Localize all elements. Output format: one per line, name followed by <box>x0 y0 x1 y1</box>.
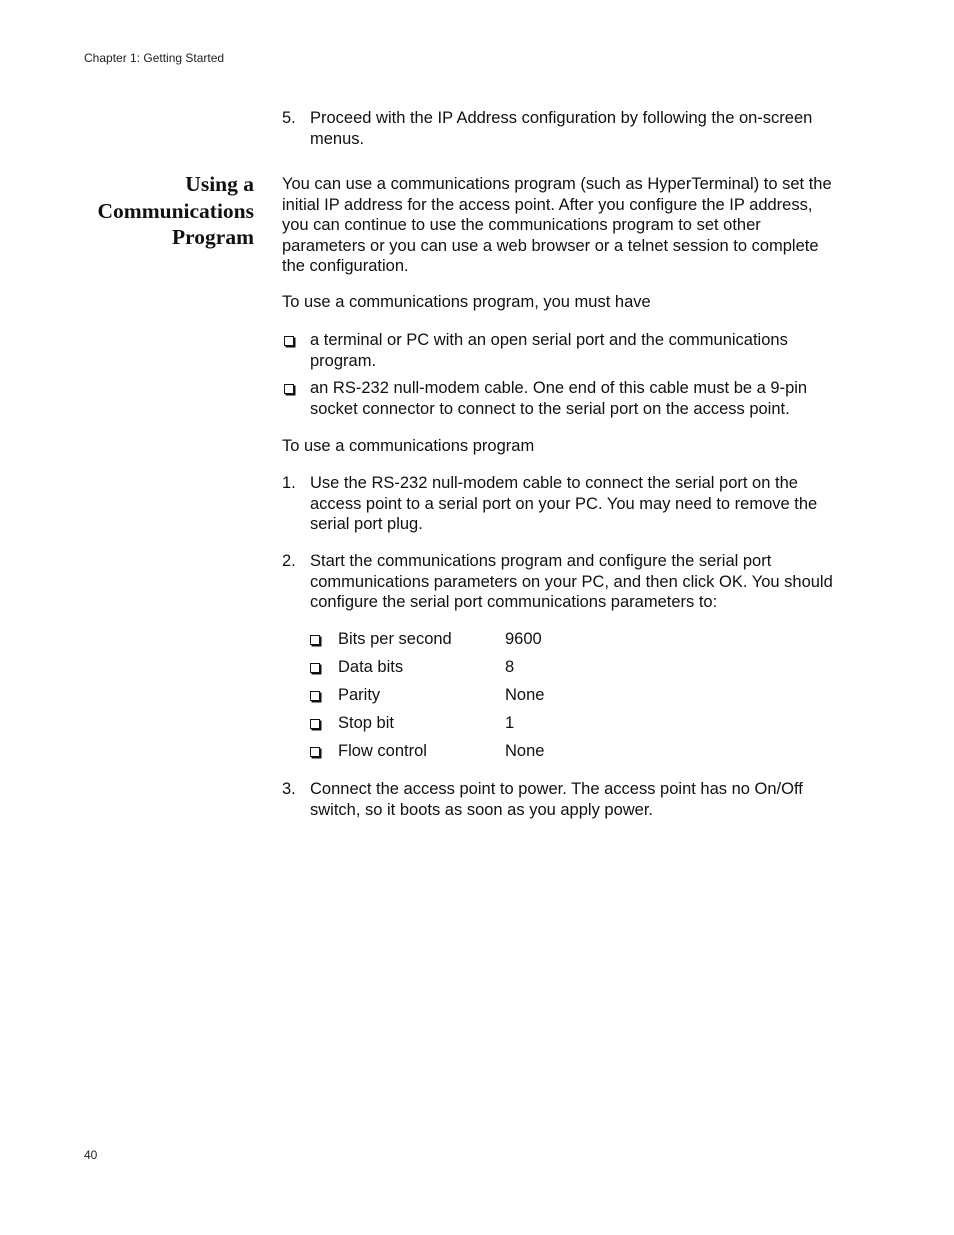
step-text: Connect the access point to power. The access point has no On/Off switch, so it boots as soon as you apply power. <box>310 780 803 819</box>
procedure-lead: To use a communications program <box>282 437 535 455</box>
intro-step <box>282 108 842 149</box>
page-number: 40 <box>84 1148 98 1162</box>
procedure-step <box>282 473 842 535</box>
parameter-value: None <box>505 686 545 704</box>
parameter-name: Flow control <box>338 742 427 760</box>
checkbox-bullet-icon <box>310 635 320 645</box>
serial-parameter-row <box>308 713 708 734</box>
parameter-value: 9600 <box>505 630 542 648</box>
parameter-name: Parity <box>338 686 381 704</box>
requirement-text: a terminal or PC with an open serial port and the communications program. <box>310 331 788 370</box>
section-heading-line: Using a <box>185 172 254 196</box>
checkbox-bullet-icon <box>310 747 320 757</box>
requirement-text: an RS-232 null-modem cable. One end of this cable must be a 9-pin socket connector to connect to the serial port on the access point. <box>310 379 808 418</box>
parameter-value: None <box>505 742 545 760</box>
checkbox-bullet-icon <box>310 691 320 701</box>
step-text: Use the RS-232 null-modem cable to connect the serial port on the access point to a serial port on your PC. You may need to remove the serial port plug. <box>310 474 818 533</box>
checkbox-bullet-icon <box>310 719 320 729</box>
parameter-name: Bits per second <box>338 630 452 648</box>
parameter-value: 8 <box>505 658 515 676</box>
section-heading <box>60 171 254 251</box>
step-text: Proceed with the IP Address configuration by following the on-screen menus. <box>310 109 813 148</box>
serial-parameter-row <box>308 657 708 678</box>
step-number: 1. <box>282 474 296 492</box>
step-number: 3. <box>282 780 296 798</box>
procedure-step <box>282 779 842 820</box>
serial-parameter-row <box>308 685 708 706</box>
requirement-item <box>282 378 842 419</box>
serial-parameter-row <box>308 629 708 650</box>
checkbox-bullet-icon <box>284 336 294 346</box>
step-number: 2. <box>282 552 296 570</box>
requirements-lead: To use a communications program, you must have <box>282 293 651 311</box>
section-heading-line: Program <box>172 225 254 249</box>
checkbox-bullet-icon <box>284 384 294 394</box>
step-number: 5. <box>282 109 296 127</box>
serial-parameter-row <box>308 741 708 762</box>
procedure-step <box>282 551 842 613</box>
parameter-name: Data bits <box>338 658 404 676</box>
parameter-value: 1 <box>505 714 515 732</box>
checkbox-bullet-icon <box>310 663 320 673</box>
step-text: Start the communications program and configure the serial port communications parameters on your PC, and then click OK. You should configure the serial port communications parameters to: <box>310 552 833 611</box>
running-header: Chapter 1: Getting Started <box>84 51 225 65</box>
section-intro: You can use a communications program (such as HyperTerminal) to set the initial IP address for the access point. After you configure the IP address, you can continue to use the communications program to set other parameters or you can use a web browser or a telnet session to complete the configuration. <box>282 175 832 275</box>
section-heading-line: Communications <box>97 198 254 223</box>
requirement-item <box>282 330 842 371</box>
parameter-name: Stop bit <box>338 714 394 732</box>
